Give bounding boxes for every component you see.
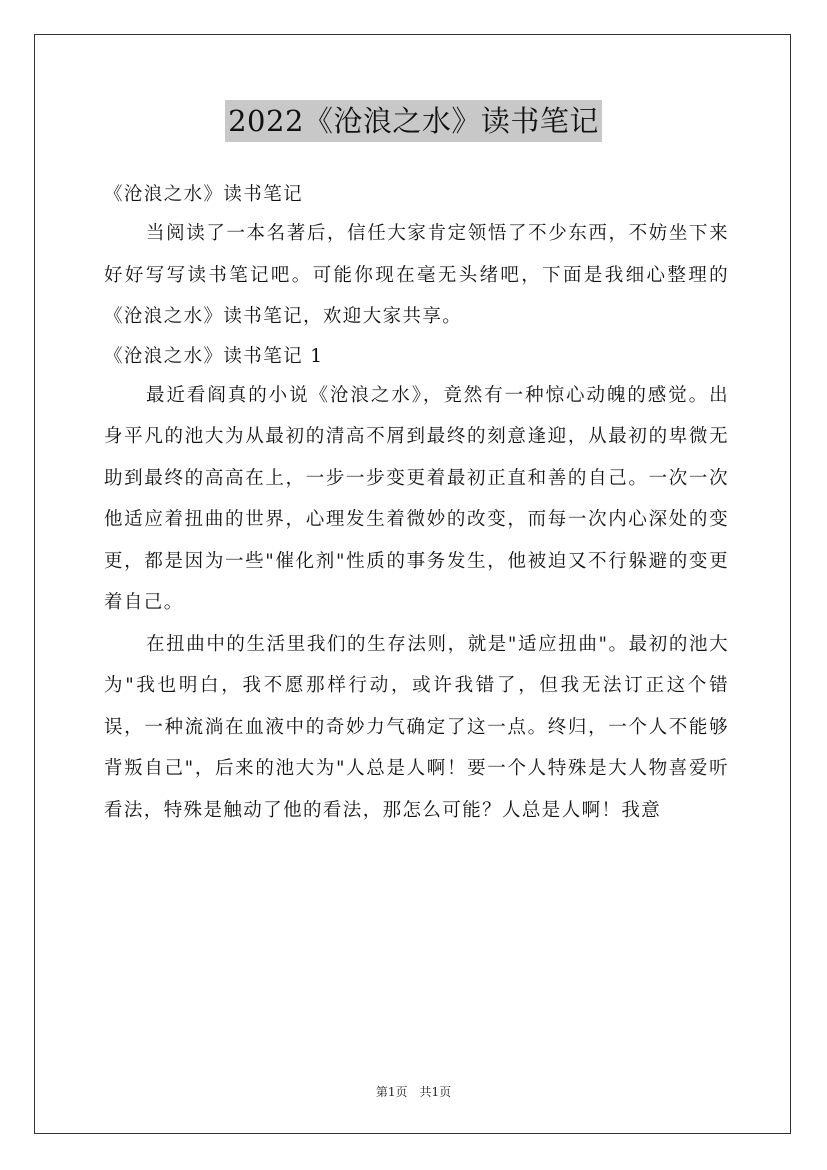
document-title: 2022《沧浪之水》读书笔记 <box>225 100 602 142</box>
paragraph-intro: 当阅读了一本名著后，信任大家肯定领悟了不少东西，不妨坐下来好好写写读书笔记吧。可能你现在毫无头绪吧，下面是我细心整理的《沧浪之水》读书笔记，欢迎大家共享。 <box>104 223 729 327</box>
paragraph-note-1-b: 在扭曲中的生活里我们的生存法则，就是"适应扭曲"。最初的池大为"我也明白，我不愿那样行动，或许我错了，但我无法订正这个错误，一种流淌在血液中的奇妙力气确定了这一点。终归，一个人不能够背叛自己"，后来的池大为"人总是人啊！要一个人特殊是大人物喜爱听看法，特殊是触动了他的看法，那怎么可能？人总是人啊！我意 <box>104 633 729 821</box>
page-footer <box>0 1083 827 1100</box>
paragraph-note-1-a: 最近看阎真的小说《沧浪之水》，竟然有一种惊心动魄的感觉。出身平凡的池大为从最初的清高不屑到最终的刻意逢迎，从最初的卑微无助到最终的高高在上，一步一步变更着最初正直和善的自己。一次一次他适应着扭曲的世界，心理发生着微妙的改变，而每一次内心深处的变更，都是因为一些"催化剂"性质的事务发生，他被迫又不行躲避的变更着自己。 <box>104 384 729 613</box>
document-title-container <box>0 100 827 142</box>
page-number: 第1页 共1页 <box>375 1085 452 1099</box>
subheading-intro: 《沧浪之水》读书笔记 <box>104 184 304 205</box>
subheading-note-1: 《沧浪之水》读书笔记 1 <box>104 345 324 367</box>
document-body <box>104 176 729 831</box>
